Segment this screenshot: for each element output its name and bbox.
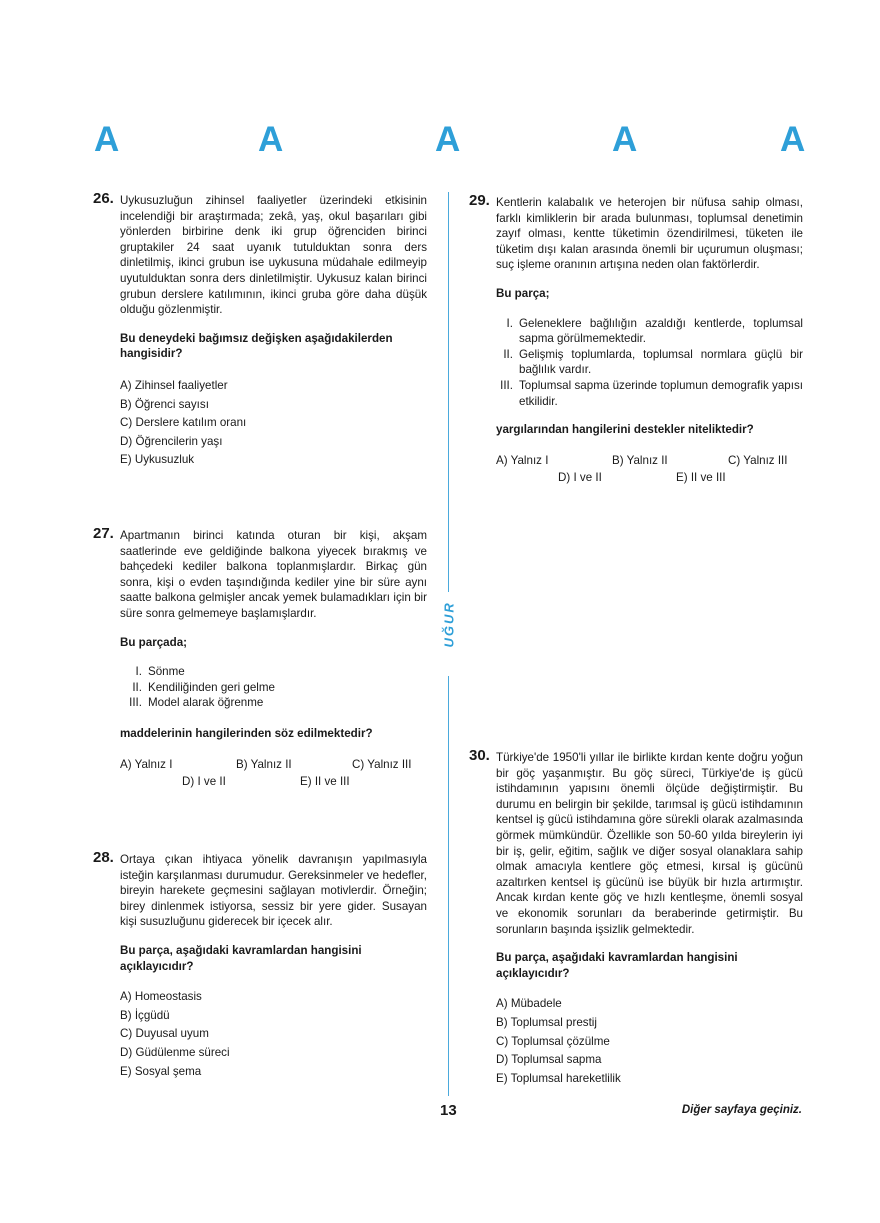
answer-options <box>120 378 427 468</box>
question-text: Apartmanın birinci katında oturan bir kişi, akşam saatlerinde eve geldiğinde balkona yiyecek bırakmış ve bahçedeki kediler balkona toplanmışlardır. Birkaç gün sonra, kişi o evden taşındığında kediler yine bir süre aynı saatte balkona gelmişler ancak yemek bulamadıkları için bir süre sonra gelmemeye başlamışlardır. <box>120 529 427 620</box>
statement-list <box>120 664 427 711</box>
statement-list <box>496 316 803 410</box>
question-lead: Bu parça; <box>496 286 550 300</box>
question-27 <box>93 525 427 791</box>
question-prompt: Bu deneydeki bağımsız değişken aşağıdakilerden hangisidir? <box>120 331 393 361</box>
booklet-letter-3: A <box>435 120 461 159</box>
answer-options <box>496 453 803 487</box>
answer-options <box>496 996 803 1086</box>
page-number: 13 <box>440 1102 457 1119</box>
option-d[interactable]: D) I ve II <box>558 470 602 484</box>
statement-3: III. Toplumsal sapma üzerinde toplumun demografik yapısı etkilidir. <box>500 378 803 408</box>
statement-2: II. Gelişmiş toplumlarda, toplumsal normlara güçlü bir bağlılık vardır. <box>503 347 803 377</box>
question-prompt: Bu parça, aşağıdaki kavramlardan hangisini açıklayıcıdır? <box>120 943 362 973</box>
statement-3: III. Model alarak öğrenme <box>129 696 264 710</box>
question-text: Ortaya çıkan ihtiyaca yönelik davranışın yapılmasıyla isteğin karşılanması durumudur. Gereksinmeler ve hedefler, bireyin harekete geçmesini sağlayan motivlerdir. Örneğin; birey dinlenmek istiyorsa, sessiz bir yere gider. Susayan kişi susuzluğunu giderecek bir içecek alır. <box>120 853 427 929</box>
option-c[interactable]: C) Duyusal uyum <box>120 1027 209 1041</box>
column-divider-bottom <box>448 676 449 1096</box>
option-e[interactable]: E) Uykusuzluk <box>120 453 195 467</box>
option-e[interactable]: E) Toplumsal hareketlilik <box>496 1071 621 1085</box>
column-divider-top <box>448 192 449 592</box>
booklet-letter-5: A <box>780 120 806 159</box>
option-e[interactable]: E) II ve III <box>676 470 726 484</box>
option-d[interactable]: D) Öğrencilerin yaşı <box>120 434 223 448</box>
statement-1: I. Sönme <box>135 665 185 679</box>
answer-options <box>120 989 427 1079</box>
next-page-note: Diğer sayfaya geçiniz. <box>681 1104 802 1116</box>
option-a[interactable]: A) Yalnız I <box>496 453 549 467</box>
statement-1: I. Geleneklere bağlılığın azaldığı kentlerde, toplumsal sapma görülmemektedir. <box>506 316 803 346</box>
question-prompt: Bu parça, aşağıdaki kavramlardan hangisini açıklayıcıdır? <box>496 951 738 980</box>
option-c[interactable]: C) Toplumsal çözülme <box>496 1034 610 1048</box>
option-e[interactable]: E) II ve III <box>300 774 350 788</box>
option-a[interactable]: A) Yalnız I <box>120 757 173 771</box>
option-b[interactable]: B) İçgüdü <box>120 1008 170 1022</box>
option-d[interactable]: D) Güdülenme süreci <box>120 1045 230 1059</box>
question-30 <box>469 747 803 1089</box>
question-number: 27. <box>93 525 114 542</box>
question-number: 30. <box>469 747 490 764</box>
booklet-letter-2: A <box>258 120 284 159</box>
option-e[interactable]: E) Sosyal şema <box>120 1064 202 1078</box>
option-c[interactable]: C) Yalnız III <box>728 453 788 467</box>
option-b[interactable]: B) Toplumsal prestij <box>496 1015 597 1029</box>
question-number: 29. <box>469 192 490 209</box>
option-d[interactable]: D) I ve II <box>182 774 226 788</box>
question-prompt: yargılarından hangilerini destekler niteliktedir? <box>496 423 754 437</box>
question-text: Uykusuzluğun zihinsel faaliyetler üzerindeki etkisinin incelendiği bir araştırmada; zekâ, yaş, okul başarıları gibi yönlerden birbirine denk iki grup öğrenciden birinci gruptakiler 24 saat uyanık tutulduktan sonra ders dinletilmiş, ikinci grubun ise uykusuna müdahale edilmeyip uyutulduktan sonra ders dinletilmiştir. Uykusuz kalan birinci grubun derslere katılımının, ikinci gruba göre daha düşük olduğu gözlenmiştir. <box>120 194 427 317</box>
option-c[interactable]: C) Derslere katılım oranı <box>120 416 247 430</box>
publisher-side-label: UĞUR <box>441 601 457 648</box>
option-b[interactable]: B) Yalnız II <box>236 757 292 771</box>
question-lead: Bu parçada; <box>120 635 188 649</box>
question-26 <box>93 190 427 471</box>
booklet-letter-4: A <box>612 120 638 159</box>
option-c[interactable]: C) Yalnız III <box>352 757 412 771</box>
question-number: 26. <box>93 190 114 207</box>
question-29 <box>469 192 803 487</box>
answer-options <box>120 757 427 791</box>
option-b[interactable]: B) Yalnız II <box>612 453 668 467</box>
question-prompt: maddelerinin hangilerinden söz edilmektedir? <box>120 726 373 740</box>
question-number: 28. <box>93 849 114 866</box>
option-a[interactable]: A) Zihinsel faaliyetler <box>120 378 228 392</box>
option-d[interactable]: D) Toplumsal sapma <box>496 1053 602 1067</box>
booklet-letter-1: A <box>94 120 120 159</box>
question-text: Kentlerin kalabalık ve heterojen bir nüfusa sahip olması, farklı kimliklerin bir arada bulunması, toplumsal denetimin zayıf olması, kentte tüketimin özendirilmesi, tüketen ile tüketim dışı kalan arasında önemli bir uçurumun oluşması; suç işleme oranının artışına neden olan faktörlerdir. <box>496 196 803 272</box>
option-b[interactable]: B) Öğrenci sayısı <box>120 397 209 411</box>
question-text: Türkiye'de 1950'li yıllar ile birlikte kırdan kente doğru yoğun bir göç yaşanmıştır. Bu göç süreci, Türkiye'de iş gücü istihdamının yapısını önemli ölçüde değiştirmiştir. Bu durumu en belirgin bir şekilde, tarımsal iş gücü istihdamının kentsel iş gücü istihdamına göre sürekli olarak azalmasında görmek mümkündür. Özellikle son 50-60 yılda bireylerin iyi bir iş, gelir, eğitim, sağlık ve diğer sosyal olanaklara sahip olmak amacıyla kentlere göç etmesi, kırsal iş gücünü azaltırken kentsel iş gücünü ise büyük bir hızla artırmıştır. Ancak kırdan kente göç ve hızlı kentleşme, önemli sosyal ve ekonomik sorunları da beraberinde getirmiştir. Bu sorunların başında işsizlik gelmektedir. <box>496 751 803 936</box>
option-a[interactable]: A) Mübadele <box>496 997 562 1011</box>
question-28 <box>93 849 427 1082</box>
option-a[interactable]: A) Homeostasis <box>120 990 202 1004</box>
statement-2: II. Kendiliğinden geri gelme <box>132 680 275 694</box>
